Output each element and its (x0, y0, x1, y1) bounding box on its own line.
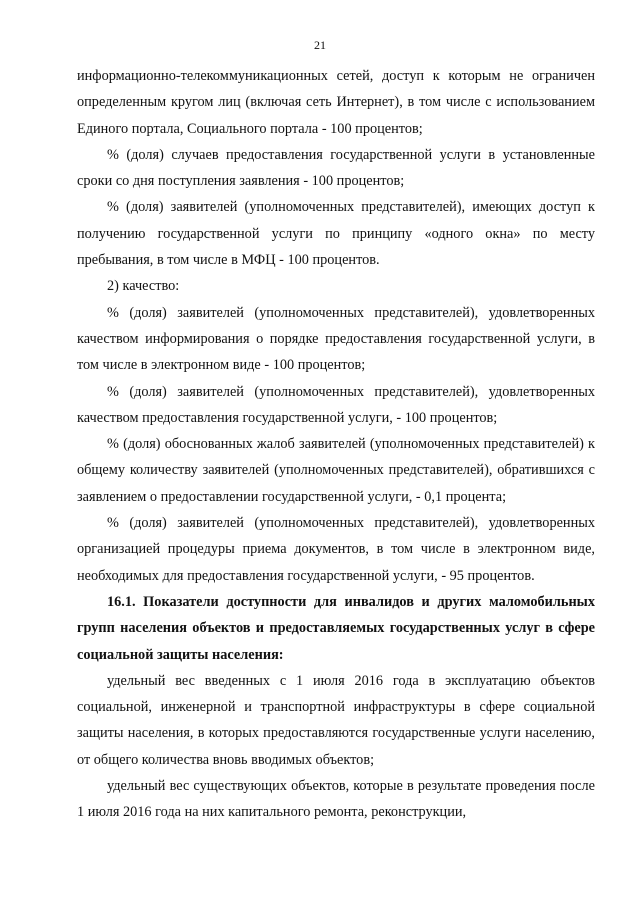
paragraph: % (доля) заявителей (уполномоченных представителей), имеющих доступ к получению государственной услуги по принципу «одного окна» по месту пребывания, в том числе в МФЦ - 100 процентов. (77, 199, 595, 269)
paragraph: % (доля) обоснованных жалоб заявителей (уполномоченных представителей) к общему количеству заявителей (уполномоченных представителей), обратившихся с заявлением о предоставлении государственной услуги, - 0,1 процента; (77, 436, 595, 505)
paragraph: % (доля) случаев предоставления государственной услуги в установленные сроки со дня поступления заявления - 100 процентов; (77, 146, 595, 190)
page-number: 21 (314, 38, 326, 52)
paragraph: % (доля) заявителей (уполномоченных представителей), удовлетворенных качеством информирования о порядке предоставления государственной услуги, в том числе в электронном виде - 100 процентов; (77, 304, 595, 374)
list-item-heading: 2) качество: (107, 278, 180, 295)
section-heading: 16.1. Показатели доступности для инвалидов и других маломобильных групп населения объектов и предоставляемых государственных услуг в сфере социальной защиты населения: (77, 593, 595, 663)
paragraph: % (доля) заявителей (уполномоченных представителей), удовлетворенных организацией процедуры приема документов, в том числе в электронном виде, необходимых для предоставления государственной услуги, - 95 процентов. (77, 515, 595, 584)
paragraph: удельный вес введенных с 1 июля 2016 года в эксплуатацию объектов социальной, инженерной и транспортной инфраструктуры в сфере социальной защиты населения, в которых предоставляются государственные услуги населению, от общего количества вновь вводимых объектов; (77, 672, 595, 768)
document-body (77, 63, 595, 826)
paragraph: информационно-телекоммуникационных сетей, доступ к которым не ограничен определенным кругом лиц (включая сеть Интернет), в том числе с использованием Единого портала, Социального портала - 100 процентов; (77, 68, 595, 137)
paragraph: % (доля) заявителей (уполномоченных представителей), удовлетворенных качеством предоставления государственной услуги, - 100 процентов; (77, 383, 595, 426)
paragraph: удельный вес существующих объектов, которые в результате проведения после 1 июля 2016 года на них капитального ремонта, реконструкции, (77, 778, 595, 821)
